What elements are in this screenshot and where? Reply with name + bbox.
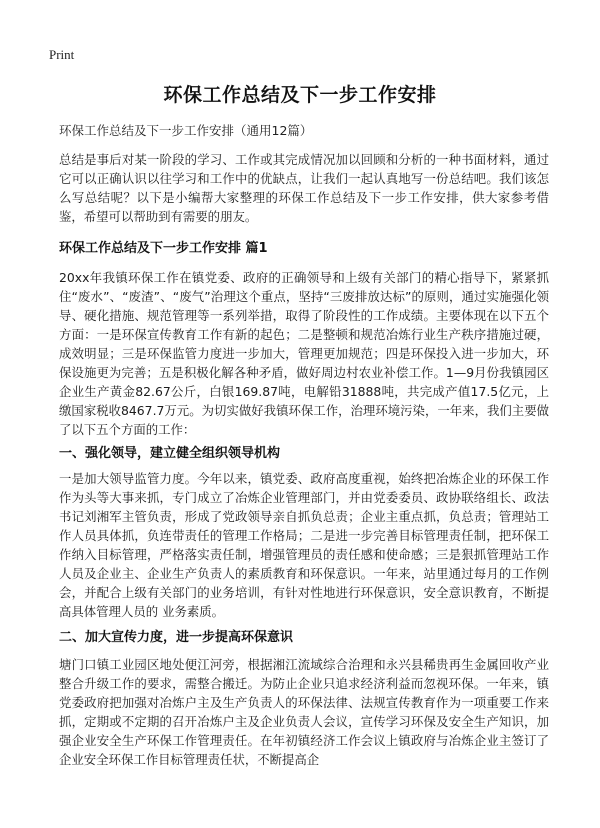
section1-paragraph: 一是加大领导监管力度。今年以来，镇党委、政府高度重视，始终把冶炼企业的环保工作作为头等大事来抓，专门成立了冶炼企业管理部门，并由党委委员、政协联络组长、政法书记刘湘军主管负责，形成了党政领导亲自抓负总责；企业主重点抓，负总责；管理站工作人员具体抓，负连带责任的管理工作格局；二是进一步完善目标管理责任制，把环保工作纳入目标管理，严格落实责任制，增强管理员的责任感和使命感；三是狠抓管理站工作人员及企业主、企业生产负责人的素质教育和环保意识。一年来，站里通过每月的工作例会，并配合上级有关部门的业务培训，有针对性地进行环保意识，安全意识教育，不断提高具体管理人员的 业务素质。	[59, 471, 549, 619]
document-subtitle: 环保工作总结及下一步工作安排（通用12篇）	[59, 123, 313, 138]
part1-overview-paragraph: 20xx年我镇环保工作在镇党委、政府的正确领导和上级有关部门的精心指导下，紧紧抓住“废水”、“废渣”、“废气”治理这个重点，坚持“三废排放达标”的原则，通过实施强化领导、硬化措施、规范管理等一系列举措，取得了阶段性的工作成绩。主要体现在以下五个方面：一是环保宣传教育工作有新的起色；二是整顿和规范冶炼行业生产秩序措施过硬，成效明显；三是环保监管力度进一步加大，管理更加规范；四是环保投入进一步加大，环保设施更为完善；五是积极化解各种矛盾，做好周边村农业补偿工作。1—9月份我镇园区企业生产黄金82.67公斤，白银169.87吨，电解铅31888吨，共完成产值17.5亿元，上缴国家税收8467.7万元。为切实做好我镇环保工作，治理环境污染，一年来，我们主要做了以下五个方面的工作：	[59, 270, 549, 437]
part1-heading: 环保工作总结及下一步工作安排 篇1	[59, 241, 268, 256]
section2-paragraph: 塘门口镇工业园区地处便江河旁，根据湘江流域综合治理和永兴县稀贵再生金属回收产业整合升级工作的要求，需整合搬迁。为防止企业只追求经济利益而忽视环保。一年来，镇党委政府把加强对冶炼户主及生产负责人的环保法律、法规宣传教育作为一项重要工作来抓，定期或不定期的召开冶炼户主及企业负责人会议，宣传学习环保及安全生产知识，加强企业安全生产环保工作管理责任。在年初镇经济工作会议上镇政府与冶炼企业主签订了企业安全环保工作目标管理责任状，不断提高企	[59, 657, 549, 767]
print-link[interactable]: Print	[49, 47, 75, 62]
intro-paragraph: 总结是事后对某一阶段的学习、工作或其完成情况加以回顾和分析的一种书面材料，通过它可以正确认识以往学习和工作中的优缺点，让我们一起认真地写一份总结吧。我们该怎么写总结呢？以下是小编帮大家整理的环保工作总结及下一步工作安排，供大家参考借鉴，希望可以帮助到有需要的朋友。	[59, 152, 549, 224]
page-title: 环保工作总结及下一步工作安排	[163, 84, 437, 106]
section2-heading: 二、加大宣传力度，进一步提高环保意识	[59, 630, 294, 645]
section1-heading: 一、强化领导，建立健全组织领导机构	[59, 446, 281, 461]
